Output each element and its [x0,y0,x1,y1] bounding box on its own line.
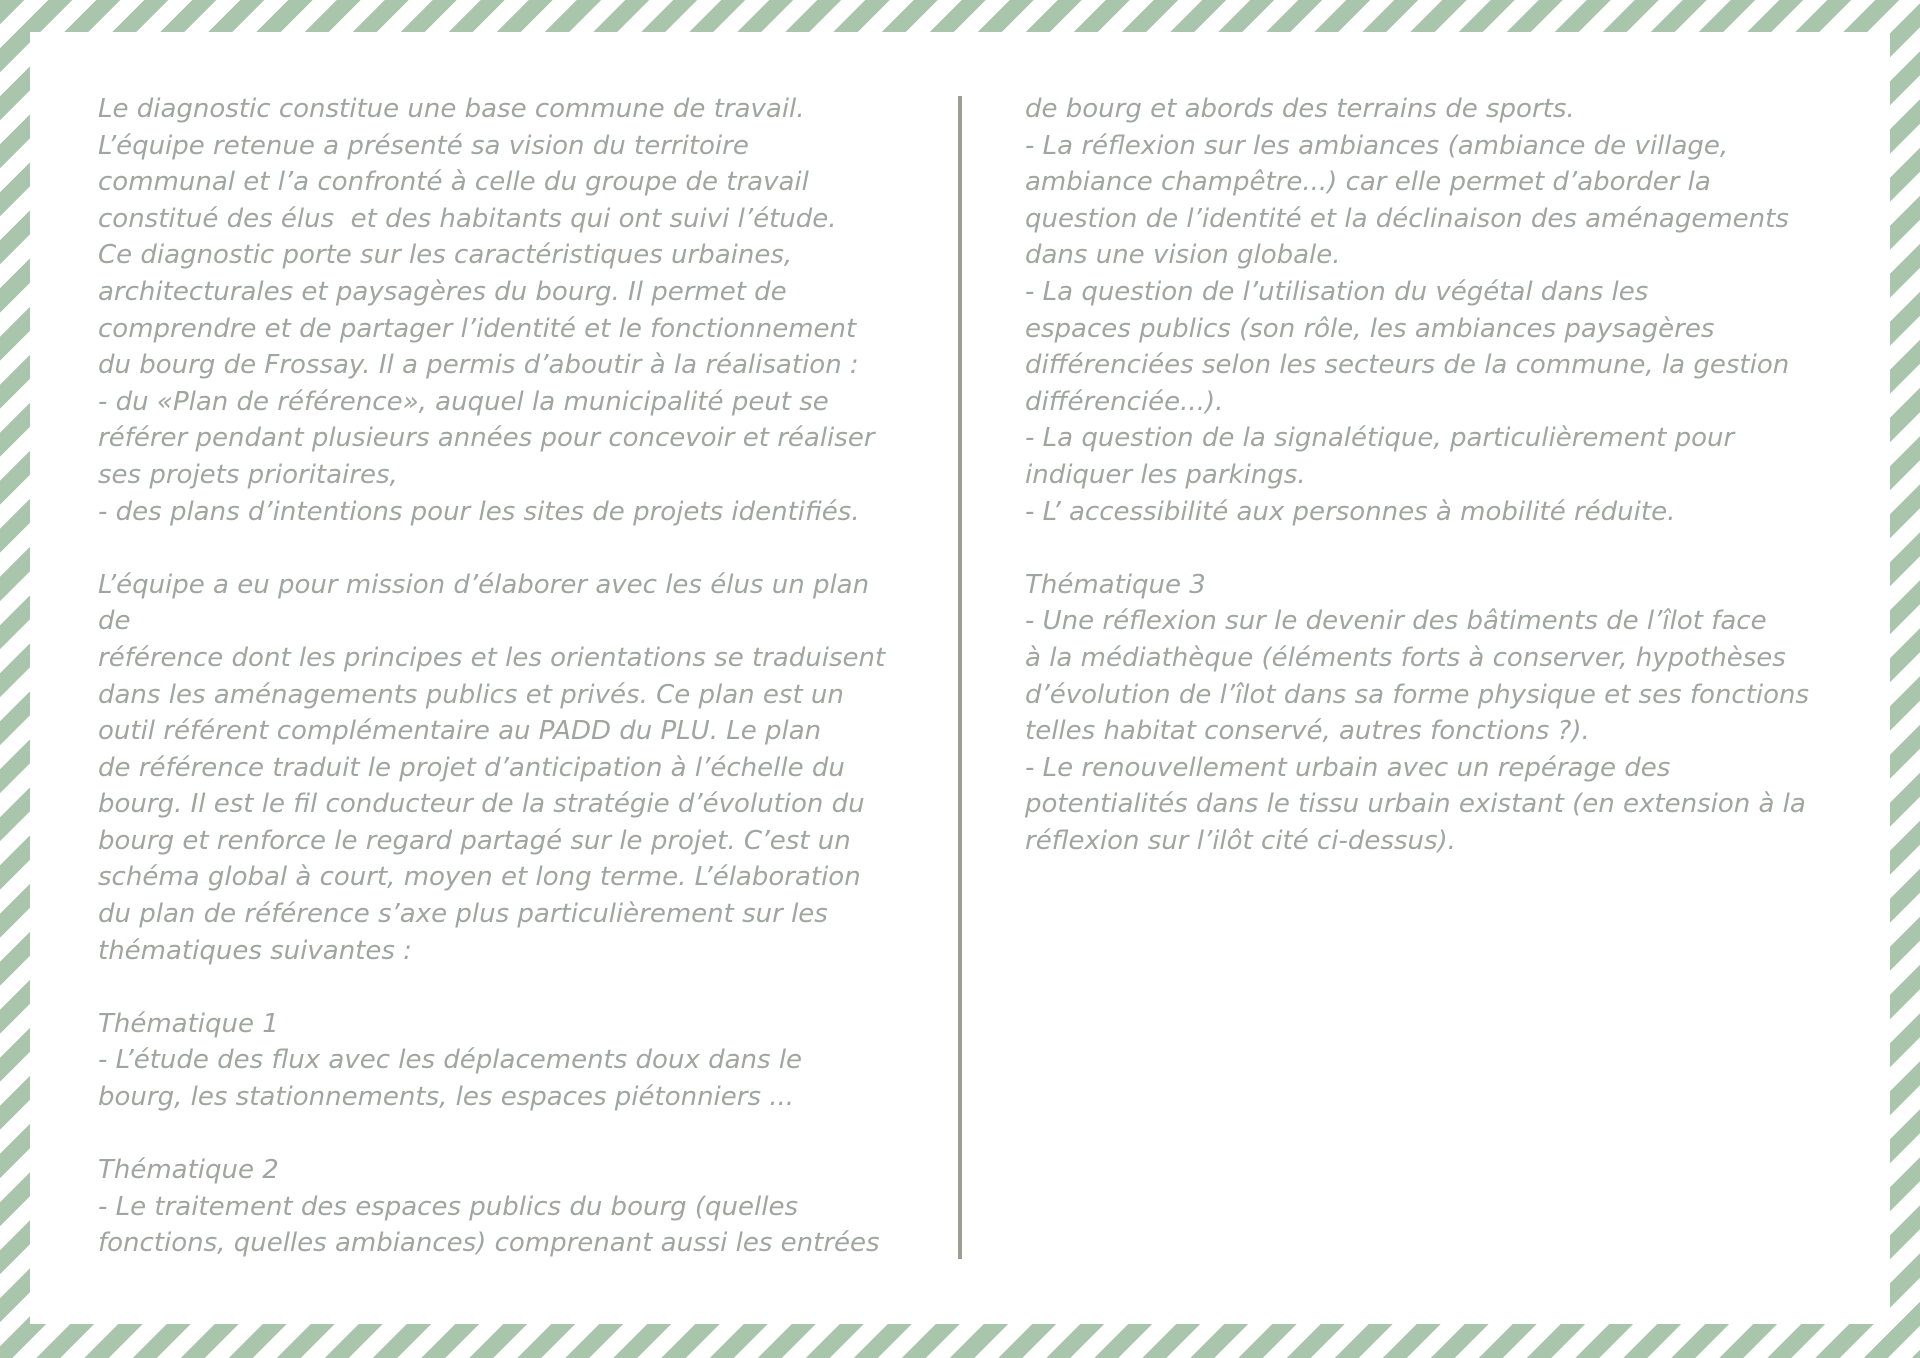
text-line [98,969,928,1006]
text-line: Thématique 1 [98,1008,279,1039]
text-line: outil référent complémentaire au PADD du PLU. Le plan [98,716,822,747]
text-line: à la médiathèque (éléments forts à conserver, hypothèses [1025,642,1786,673]
text-line: schéma global à court, moyen et long terme. L’élaboration [98,862,861,893]
text-line: - Le traitement des espaces publics du bourg (quelles [98,1191,799,1222]
left-text-column [98,91,928,1262]
text-line: bourg, les stationnements, les espaces piétonniers ... [98,1082,795,1113]
text-line: - La question de l’utilisation du végétal dans les [1025,276,1649,307]
text-line: Thématique 2 [98,1155,279,1186]
text-line: espaces publics (son rôle, les ambiances paysagères [1025,313,1715,344]
text-line: L’équipe retenue a présenté sa vision du territoire [98,130,749,161]
text-line: - du «Plan de référence», auquel la municipalité peut se [98,386,829,417]
column-divider [958,96,962,1259]
text-line: dans une vision globale. [1025,240,1341,271]
text-line [98,1116,928,1153]
text-line: indiquer les parkings. [1025,459,1306,490]
text-line: - des plans d’intentions pour les sites de projets identifiés. [98,496,860,527]
text-line: différenciée...). [1025,386,1224,417]
text-line: - La réflexion sur les ambiances (ambiance de village, [1025,130,1729,161]
text-line: constitué des élus et des habitants qui ont suivi l’étude. [98,203,837,234]
text-line: différenciées selon les secteurs de la commune, la gestion [1025,350,1790,381]
text-line: référence dont les principes et les orientations se traduisent [98,642,886,673]
text-line: du bourg de Frossay. Il a permis d’aboutir à la réalisation : [98,350,859,381]
text-line: question de l’identité et la déclinaison des aménagements [1025,203,1789,234]
text-line: communal et l’a confronté à celle du groupe de travail [98,167,809,198]
text-line: de référence traduit le projet d’anticipation à l’échelle du [98,752,845,783]
text-line: Le diagnostic constitue une base commune de travail. [98,94,805,124]
text-line: du plan de référence s’axe plus particulièrement sur les [98,899,828,930]
text-line [1025,530,1860,567]
text-line: - La question de la signalétique, particulièrement pour [1025,423,1735,454]
text-line: référer pendant plusieurs années pour concevoir et réaliser [98,423,875,454]
text-line: de bourg et abords des terrains de sports. [1025,94,1575,124]
right-text-column [1025,91,1860,859]
text-line: - Une réflexion sur le devenir des bâtiments de l’îlot face [1025,606,1767,637]
text-line: - Le renouvellement urbain avec un repérage des [1025,752,1671,783]
text-line: dans les aménagements publics et privés. Ce plan est un [98,679,844,710]
text-line: bourg. Il est le fil conducteur de la stratégie d’évolution du [98,789,865,820]
text-line: - L’étude des flux avec les déplacements doux dans le [98,1045,803,1076]
text-line: thématiques suivantes : [98,935,412,966]
text-line: bourg et renforce le regard partagé sur le projet. C’est un [98,825,851,856]
text-line: d’évolution de l’îlot dans sa forme physique et ses fonctions [1025,679,1810,710]
text-line: comprendre et de partager l’identité et le fonctionnement [98,313,857,344]
text-line: ambiance champêtre...) car elle permet d’aborder la [1025,167,1711,198]
text-line: fonctions, quelles ambiances) comprenant aussi les entrées [98,1228,880,1259]
text-line: réflexion sur l’ilôt cité ci-dessus). [1025,825,1456,856]
text-line [98,530,928,567]
text-line: de [98,606,131,637]
text-line: L’équipe a eu pour mission d’élaborer avec les élus un plan [98,569,870,600]
text-line: - L’ accessibilité aux personnes à mobilité réduite. [1025,496,1676,527]
text-line: telles habitat conservé, autres fonctions ?). [1025,716,1590,747]
text-line: ses projets prioritaires, [98,459,398,490]
text-line: architecturales et paysagères du bourg. Il permet de [98,276,787,307]
text-line: Ce diagnostic porte sur les caractéristiques urbaines, [98,240,793,271]
text-line: potentialités dans le tissu urbain existant (en extension à la [1025,789,1806,820]
text-line: Thématique 3 [1025,569,1206,600]
